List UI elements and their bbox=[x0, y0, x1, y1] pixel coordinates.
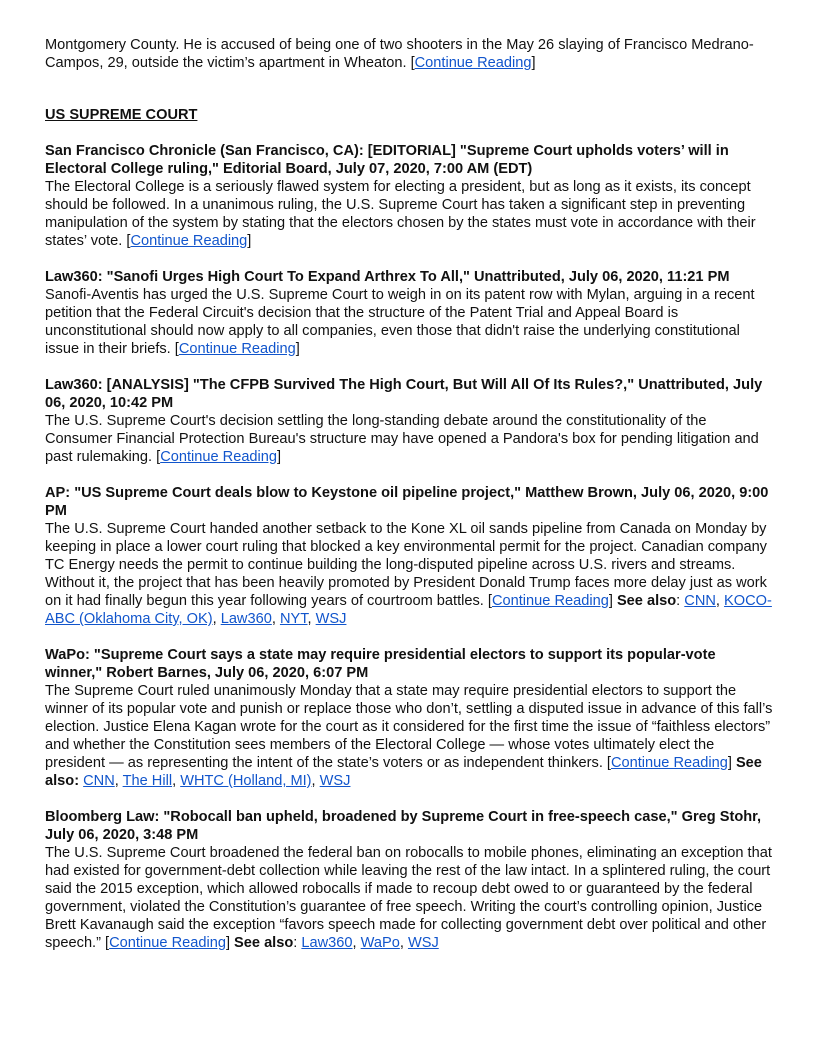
article-body-text: The Electoral College is a seriously flawed system for electing a president, but as long as it exists, its concept should be followed. In a unanimous ruling, the U.S. Supreme Court has taken a significant step in preventing manipulation of the system by stating that the electors chosen by the states must vote in accordance with their states’ vote. bbox=[45, 179, 756, 249]
see-also-label: See also bbox=[234, 935, 294, 951]
see-also-separator: : bbox=[293, 935, 298, 951]
news-item bbox=[45, 376, 775, 466]
article-body: The Electoral College is a seriously flawed system for electing a president, but as long as it exists, its concept should be followed. In a unanimous ruling, the U.S. Supreme Court has taken a significant step in preventing manipulation of the system by stating that the electors chosen by the states must vote in accordance with their states’ vote. [Continue Reading] bbox=[45, 179, 756, 249]
intro-text: Montgomery County. He is accused of being one of two shooters in the May 26 slaying of Francisco Medrano-Campos, 29, outside the victim’s apartment in Wheaton. bbox=[45, 37, 754, 71]
continue-reading-link[interactable]: Continue Reading bbox=[130, 233, 248, 249]
article-headline: San Francisco Chronicle (San Francisco, CA): [EDITORIAL] "Supreme Court upholds voters’ will in Electoral College ruling," Editorial Board, July 07, 2020, 7:00 AM (EDT) bbox=[45, 143, 729, 177]
continue-reading-link[interactable]: Continue Reading bbox=[491, 593, 609, 609]
article-headline: Law360: [ANALYSIS] "The CFPB Survived The High Court, But Will All Of Its Rules?," Unattributed, July 06, 2020, 10:42 PM bbox=[45, 377, 763, 411]
article-headline: AP: "US Supreme Court deals blow to Keystone oil pipeline project," Matthew Brown, July 06, 2020, 9:00 PM bbox=[45, 485, 769, 519]
see-also-link[interactable]: WSJ bbox=[315, 611, 347, 627]
article-body-text: The U.S. Supreme Court handed another setback to the Kone XL oil sands pipeline from Canada on Monday by keeping in place a lower court ruling that blocked a key environmental permit for the project. Canadian company TC Energy needs the permit to continue building the long-disputed pipeline across U.S. rivers and streams. Without it, the project that has been heavily promoted by President Donald Trump faces more delay just as work on it had finally begun this year following years of courtroom battles. bbox=[45, 521, 767, 609]
see-also-label: See also: bbox=[45, 755, 762, 789]
see-also-link[interactable]: WaPo bbox=[360, 935, 400, 951]
document-page bbox=[45, 36, 775, 970]
see-also-link[interactable]: The Hill bbox=[122, 773, 173, 789]
continue-reading-link[interactable]: Continue Reading bbox=[414, 55, 532, 71]
see-also-link[interactable]: KOCO-ABC (Oklahoma City, OK) bbox=[45, 593, 772, 627]
article-body-text: The U.S. Supreme Court's decision settling the long-standing debate around the constitutionality of the Consumer Financial Protection Bureau's structure may have opened a Pandora's box for pending litigation and past rulemaking. bbox=[45, 413, 759, 465]
see-also-link[interactable]: CNN bbox=[83, 773, 115, 789]
news-item bbox=[45, 484, 775, 628]
continue-reading-link[interactable]: Continue Reading bbox=[109, 935, 226, 951]
article-headline: Law360: "Sanofi Urges High Court To Expand Arthrex To All," Unattributed, July 06, 2020, 11:21 PM bbox=[45, 269, 730, 285]
article-body: The U.S. Supreme Court handed another setback to the Kone XL oil sands pipeline from Canada on Monday by keeping in place a lower court ruling that blocked a key environmental permit for the project. Canadian company TC Energy needs the permit to continue building the long-disputed pipeline across U.S. rivers and streams. Without it, the project that has been heavily promoted by President Donald Trump faces more delay just as work on it had finally begun this year following years of courtroom battles. [Continue Reading] See also: CNN, KOCO-ABC (Oklahoma City, OK), Law360, NYT, WSJ bbox=[45, 521, 772, 627]
article-body: The U.S. Supreme Court broadened the federal ban on robocalls to mobile phones, eliminating an exception that had existed for government-debt collection while leaving the rest of the law intact. In a splintered ruling, the court said the 2015 exception, which allowed robocalls if made to recoup debt owed to or guaranteed by the federal government, violated the Constitution’s guarantee of free speech. Writing the court’s controlling opinion, Justice Brett Kavanaugh said the exception “favors speech made for collecting government debt over political and other speech.” [Continue Reading] See also: Law360, WaPo, WSJ bbox=[45, 845, 772, 951]
article-body-text: The U.S. Supreme Court broadened the federal ban on robocalls to mobile phones, eliminating an exception that had existed for government-debt collection while leaving the rest of the law intact. In a splintered ruling, the court said the 2015 exception, which allowed robocalls if made to recoup debt owed to or guaranteed by the federal government, violated the Constitution’s guarantee of free speech. Writing the court’s controlling opinion, Justice Brett Kavanaugh said the exception “favors speech made for collecting government debt over political and other speech.” bbox=[45, 845, 772, 951]
continue-reading-link[interactable]: Continue Reading bbox=[160, 449, 278, 465]
see-also-link[interactable]: WSJ bbox=[319, 773, 351, 789]
article-body-text: The Supreme Court ruled unanimously Monday that a state may require presidential electors to support the winner of its popular vote and punish or replace those who don’t, settling a disputed issue in advance of this fall’s election. Justice Elena Kagan wrote for the court as it considered for the first time the issue of “faithless electors” and whether the Constitution sees members of the Electoral College — whose votes ultimately elect the president — as representing the intent of the state’s voters or as independent thinkers. bbox=[45, 683, 773, 771]
article-body: The U.S. Supreme Court's decision settling the long-standing debate around the constitutionality of the Consumer Financial Protection Bureau's structure may have opened a Pandora's box for pending litigation and past rulemaking. [Continue Reading] bbox=[45, 413, 759, 465]
section-title: US SUPREME COURT bbox=[45, 107, 198, 123]
news-item bbox=[45, 142, 775, 250]
article-body: Sanofi-Aventis has urged the U.S. Supreme Court to weigh in on its patent row with Mylan, arguing in a recent petition that the Federal Circuit's decision that the structure of the Patent Trial and Appeal Board is unconstitutional should now apply to all companies, even those that didn't raise the underlying constitutional issue in their briefs. [Continue Reading] bbox=[45, 287, 755, 357]
see-also-separator: : bbox=[676, 593, 681, 609]
see-also-link[interactable]: Law360 bbox=[220, 611, 272, 627]
news-item bbox=[45, 268, 775, 358]
intro-paragraph: Montgomery County. He is accused of being one of two shooters in the May 26 slaying of Francisco Medrano-Campos, 29, outside the victim’s apartment in Wheaton. [Continue Reading] bbox=[45, 37, 754, 71]
article-headline: WaPo: "Supreme Court says a state may require presidential electors to support its popular-vote winner," Robert Barnes, July 06, 2020, 6:07 PM bbox=[45, 647, 716, 681]
news-item bbox=[45, 808, 775, 952]
article-headline: Bloomberg Law: "Robocall ban upheld, broadened by Supreme Court in free-speech case," Greg Stohr, July 06, 2020, 3:48 PM bbox=[45, 809, 762, 843]
article-body-text: Sanofi-Aventis has urged the U.S. Supreme Court to weigh in on its patent row with Mylan, arguing in a recent petition that the Federal Circuit's decision that the structure of the Patent Trial and Appeal Board is unconstitutional should now apply to all companies, even those that didn't raise the underlying constitutional issue in their briefs. bbox=[45, 287, 755, 357]
see-also-link[interactable]: WSJ bbox=[407, 935, 439, 951]
continue-reading-link[interactable]: Continue Reading bbox=[610, 755, 728, 771]
continue-reading-link[interactable]: Continue Reading bbox=[178, 341, 296, 357]
see-also-link[interactable]: WHTC (Holland, MI) bbox=[180, 773, 312, 789]
article-body: The Supreme Court ruled unanimously Monday that a state may require presidential electors to support the winner of its popular vote and punish or replace those who don’t, settling a disputed issue in advance of this fall’s election. Justice Elena Kagan wrote for the court as it considered for the first time the issue of “faithless electors” and whether the Constitution sees members of the Electoral College — whose votes ultimately elect the president — as representing the intent of the state’s voters or as independent thinkers. [Continue Reading] See also: CNN, The Hill, WHTC (Holland, MI), WSJ bbox=[45, 683, 773, 789]
see-also-label: See also bbox=[616, 593, 677, 609]
see-also-link[interactable]: NYT bbox=[279, 611, 308, 627]
see-also-link[interactable]: CNN bbox=[684, 593, 716, 609]
see-also-link[interactable]: Law360 bbox=[301, 935, 353, 951]
news-item bbox=[45, 646, 775, 790]
